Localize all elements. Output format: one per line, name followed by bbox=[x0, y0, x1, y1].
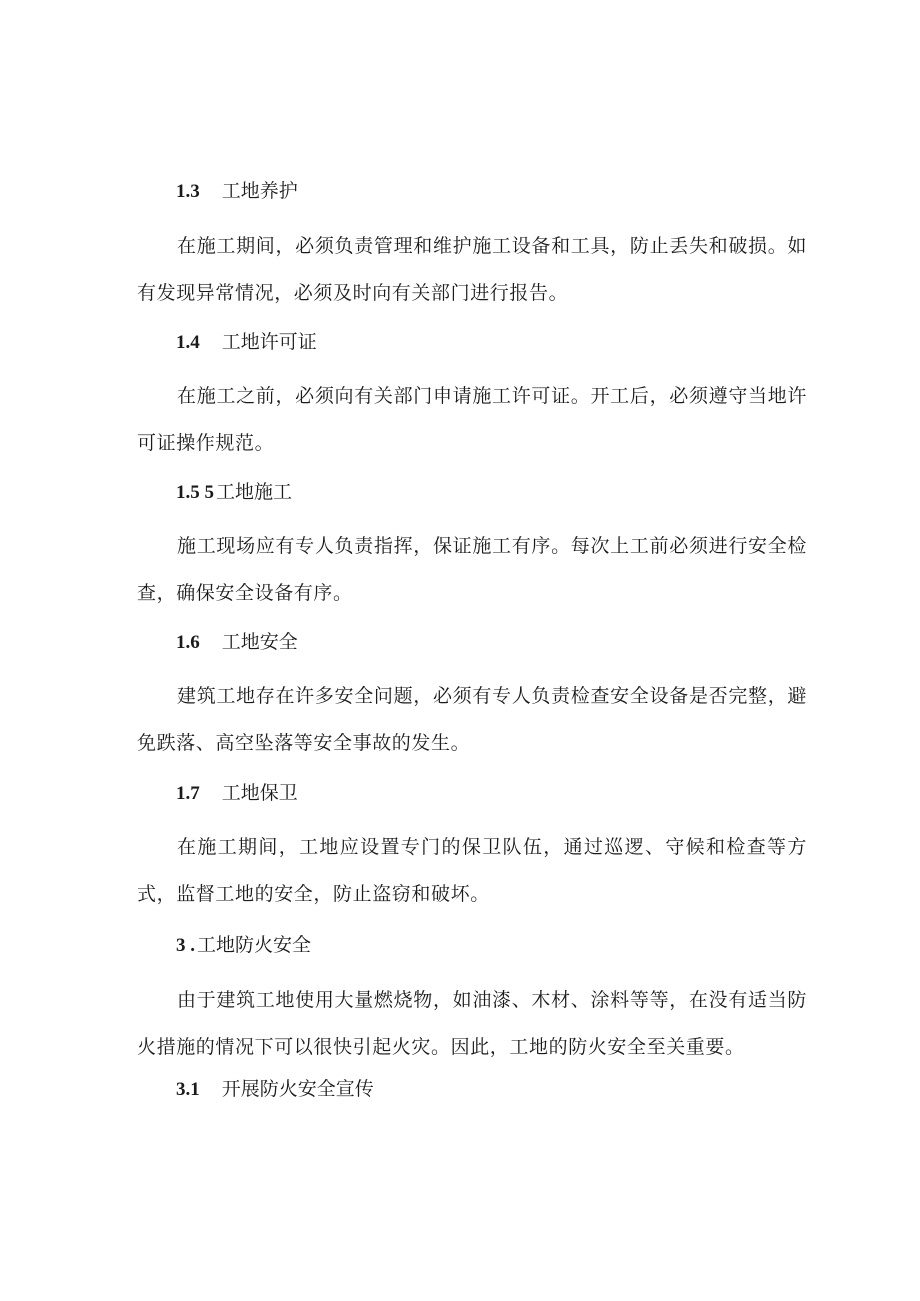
section-title: 工地许可证 bbox=[221, 331, 317, 353]
section-heading-3 bbox=[176, 932, 311, 959]
section-title: 工地养护 bbox=[221, 180, 298, 202]
section-number: 1.4 bbox=[176, 332, 200, 353]
section-number: 3.1 bbox=[176, 1079, 200, 1100]
section-heading-1-5 bbox=[176, 479, 292, 506]
section-number: 1.6 bbox=[176, 632, 200, 653]
section-title: 工地安全 bbox=[221, 631, 298, 653]
paragraph-site-construction: 施工现场应有专人负责指挥，保证施工有序。每次上工前必须进行安全检查，确保安全设备有序。 bbox=[137, 535, 807, 604]
section-heading-1-7 bbox=[176, 780, 298, 807]
section-title: 开展防火安全宣传 bbox=[221, 1078, 374, 1100]
section-number: 1.3 bbox=[176, 181, 200, 202]
section-heading-1-6 bbox=[176, 629, 298, 656]
section-number: 3 . bbox=[176, 935, 195, 956]
section-number: 1.5 5 bbox=[176, 482, 214, 503]
section-title: 工地保卫 bbox=[221, 782, 298, 804]
section-number: 1.7 bbox=[176, 783, 200, 804]
section-title: 工地防火安全 bbox=[197, 934, 312, 956]
section-heading-3-1 bbox=[176, 1076, 374, 1103]
section-title: 工地施工 bbox=[216, 481, 293, 503]
paragraph-fire-safety: 由于建筑工地使用大量燃烧物，如油漆、木材、涂料等等，在没有适当防火措施的情况下可以很快引起火灾。因此，工地的防火安全至关重要。 bbox=[137, 989, 807, 1058]
paragraph-site-maintenance: 在施工期间，必须负责管理和维护施工设备和工具，防止丢失和破损。如有发现异常情况，必须及时向有关部门进行报告。 bbox=[137, 235, 807, 304]
section-heading-1-3 bbox=[176, 178, 298, 205]
paragraph-site-permit: 在施工之前，必须向有关部门申请施工许可证。开工后，必须遵守当地许可证操作规范。 bbox=[137, 385, 807, 454]
paragraph-site-security: 在施工期间，工地应设置专门的保卫队伍，通过巡逻、守候和检查等方式，监督工地的安全，防止盗窃和破坏。 bbox=[137, 836, 807, 905]
paragraph-site-safety: 建筑工地存在许多安全问题，必须有专人负责检查安全设备是否完整，避免跌落、高空坠落等安全事故的发生。 bbox=[137, 685, 807, 754]
section-heading-1-4 bbox=[176, 329, 317, 356]
